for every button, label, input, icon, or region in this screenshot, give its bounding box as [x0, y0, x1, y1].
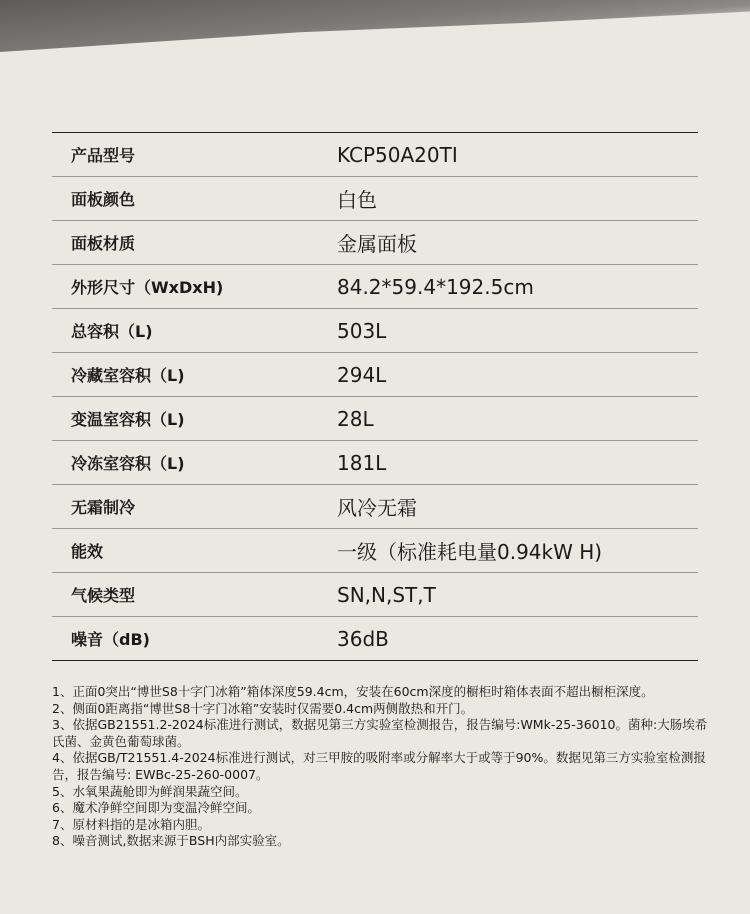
spec-value: 一级（标准耗电量0.94kW H) [337, 540, 603, 564]
spec-value: 294L [337, 362, 387, 387]
spec-label: 噪音（dB) [71, 630, 150, 649]
spec-value: 84.2*59.4*192.5cm [337, 274, 534, 299]
spec-row-model [52, 133, 698, 177]
spec-label: 冷冻室容积（L) [71, 454, 185, 473]
spec-label: 能效 [71, 542, 104, 561]
spec-row-dimensions [52, 265, 698, 309]
spec-value: 36dB [337, 626, 389, 651]
footnote: 3、依据GB21551.2-2024标准进行测试，数据见第三方实验室检测报告，报告编号:WMk-25-36010。菌种:大肠埃希氏菌、金黄色葡萄球菌。 [52, 717, 708, 749]
footnote: 4、依据GB/T21551.4-2024标准进行测试，对三甲胺的吸附率或分解率大于或等于90%。数据见第三方实验室检测报告，报告编号: EWBc-25-260-0007。 [52, 750, 706, 782]
footnote: 8、噪音测试,数据来源于BSH内部实验室。 [52, 833, 290, 849]
header-photo-highlight [0, 0, 750, 52]
spec-row-fridge-volume [52, 353, 698, 397]
spec-label: 总容积（L) [71, 322, 153, 341]
footnotes [52, 684, 712, 850]
footnote: 2、侧面0距离指“博世S8十字门冰箱”安装时仅需要0.4cm两侧散热和开门。 [52, 700, 474, 716]
spec-row-total-volume [52, 309, 698, 353]
spec-table [52, 132, 698, 661]
spec-value: 金属面板 [337, 232, 417, 256]
spec-value: 503L [337, 318, 387, 343]
spec-row-panel-material [52, 221, 698, 265]
spec-value: 风冷无霜 [337, 496, 417, 520]
footnote: 7、原材料指的是冰箱内胆。 [52, 816, 210, 832]
spec-row-energy-efficiency [52, 529, 698, 573]
spec-row-panel-color [52, 177, 698, 221]
spec-row-variable-volume [52, 397, 698, 441]
footnote: 5、水氧果蔬舱即为鲜润果蔬空间。 [52, 783, 248, 799]
spec-row-climate-type [52, 573, 698, 617]
spec-row-noise [52, 617, 698, 660]
spec-label: 面板材质 [71, 234, 136, 253]
spec-row-freezer-volume [52, 441, 698, 485]
spec-row-frost-free [52, 485, 698, 529]
spec-value: KCP50A20TI [337, 142, 458, 167]
spec-label: 冷藏室容积（L) [71, 366, 185, 385]
footnote: 6、魔术净鲜空间即为变温冷鲜空间。 [52, 800, 260, 816]
spec-value: 白色 [337, 188, 377, 212]
spec-label: 外形尺寸（WxDxH) [71, 278, 224, 297]
spec-label: 变温室容积（L) [71, 410, 185, 429]
spec-label: 面板颜色 [71, 190, 136, 209]
spec-value: SN,N,ST,T [337, 582, 436, 607]
spec-label: 无霜制冷 [71, 498, 136, 517]
spec-value: 181L [337, 450, 387, 475]
spec-value: 28L [337, 406, 374, 431]
spec-label: 气候类型 [71, 586, 136, 605]
spec-label: 产品型号 [71, 146, 136, 165]
footnote: 1、正面0突出“博世S8十字门冰箱”箱体深度59.4cm，安装在60cm深度的橱柜时箱体表面不超出橱柜深度。 [52, 684, 654, 699]
